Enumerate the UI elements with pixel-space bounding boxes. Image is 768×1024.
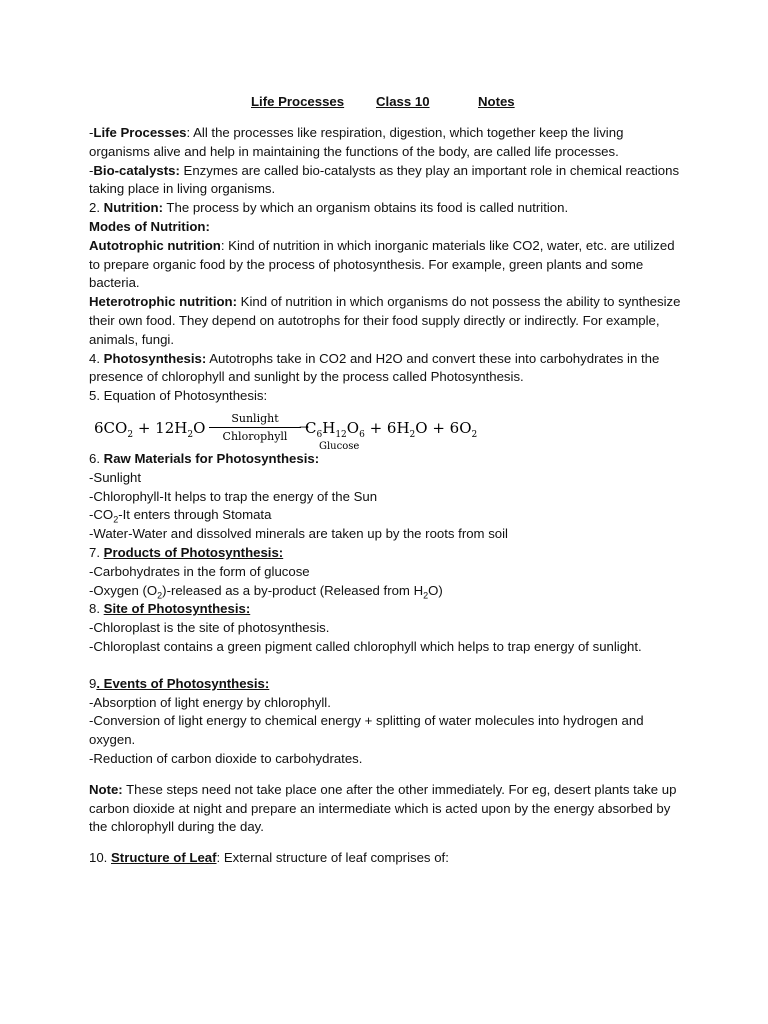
product-item: -Oxygen $(O_2)$-released as a by-product (Released from $H_2O$) <box>89 582 443 601</box>
life-processes-definition: -Life Processes: All the processes like respiration, digestion, which together keep the living organisms alive and help in maintaining the functions of the body, are called life processes. <box>89 125 624 159</box>
site-item: -Chloroplast is the site of photosynthesis. <box>89 620 330 636</box>
autotrophic-definition: Autotrophic nutrition: Kind of nutrition in which inorganic materials like CO2, water, etc. are utilized to prepare organic food by the process of photosynthesis. For example, green plants and some bacteria. <box>89 237 675 291</box>
raw-material-item: -Chlorophyll-It helps to trap the energy of the Sun <box>89 488 378 504</box>
equation-condition-sunlight: Sunlight <box>231 411 279 425</box>
document-body <box>89 124 683 868</box>
raw-material-item: $-CO_2-It$ enters through Stomata <box>89 507 272 525</box>
equation-reactants: $6CO_2 + 12H_2O$ <box>94 418 206 440</box>
term-bio-catalysts: Bio-catalysts: <box>93 162 180 178</box>
photosynthesis-definition: 4. Photosynthesis: Autotrophs take in CO2 and H2O and convert these into carbohydrates in the presence of chlorophyll and sunlight by the process called Photosynthesis. <box>89 350 660 385</box>
equation-arrow <box>209 413 301 443</box>
event-item: -Conversion of light energy to chemical energy + splitting of water molecules into hydrogen and oxygen. <box>89 713 644 748</box>
term-life-processes: Life Processes <box>93 125 187 140</box>
equation-condition-chlorophyll: Chlorophyll <box>222 429 288 443</box>
raw-materials-heading: 6. Raw Materials for Photosynthesis: <box>89 450 320 466</box>
products-heading: 7. Products of Photosynthesis: <box>89 544 284 560</box>
term-note: Note: <box>89 781 123 797</box>
term-nutrition: Nutrition: <box>103 200 163 216</box>
equation-heading: 5. Equation of Photosynthesis: <box>89 388 268 404</box>
arrow-icon <box>209 427 301 430</box>
spacer <box>89 837 683 849</box>
heterotrophic-definition: Heterotrophic nutrition: Kind of nutrition in which organisms do not possess the ability to synthesize their own food. They depend on autotrophs for their food supply directly or indirectly. For example, animals, fungi. <box>89 294 681 347</box>
raw-material-item: -Water-Water and dissolved minerals are taken up by the roots from soil <box>89 526 508 542</box>
site-heading: 8. Site of Photosynthesis: <box>89 601 251 617</box>
event-item: -Reduction of carbon dioxide to carbohydrates. <box>89 750 363 766</box>
title-subject: Life Processes <box>251 94 345 109</box>
term-photosynthesis: Photosynthesis: <box>103 350 207 366</box>
events-heading: 9. Events of Photosynthesis: <box>89 675 270 691</box>
product-item: -Carbohydrates in the form of glucose <box>89 563 310 579</box>
modes-heading: Modes of Nutrition: <box>89 218 210 234</box>
site-item: -Chloroplast contains a green pigment called chlorophyll which helps to trap energy of sunlight. <box>89 638 642 654</box>
spacer <box>89 657 683 675</box>
photosynthesis-equation <box>89 406 683 450</box>
term-heterotrophic: Heterotrophic nutrition: <box>89 294 237 310</box>
title-class: Class 10 <box>376 94 430 109</box>
equation-products: $C_6H_{12}O_6 + 6H_2O + 6O_2$ <box>305 418 478 440</box>
equation-glucose-label: Glucose <box>319 440 360 452</box>
term-autotrophic: Autotrophic nutrition <box>89 237 221 253</box>
nutrition-definition: 2. Nutrition: The process by which an organism obtains its food is called nutrition. <box>89 200 569 216</box>
bio-catalysts-definition: -Bio-catalysts: Enzymes are called bio-catalysts as they play an important role in chemical reactions taking place in living organisms. <box>89 162 680 197</box>
note-paragraph: Note: These steps need not take place one after the other immediately. For eg, desert plants take up carbon dioxide at night and prepare an intermediate which is acted upon by the energy absorbed by the chlorophyll during the day. <box>89 781 677 835</box>
event-item: -Absorption of light energy by chlorophyll. <box>89 694 331 710</box>
title-notes: Notes <box>478 94 515 109</box>
leaf-structure-heading: 10. Structure of Leaf: External structure of leaf comprises of: <box>89 850 449 866</box>
raw-material-item: -Sunlight <box>89 469 142 485</box>
spacer <box>89 769 683 781</box>
